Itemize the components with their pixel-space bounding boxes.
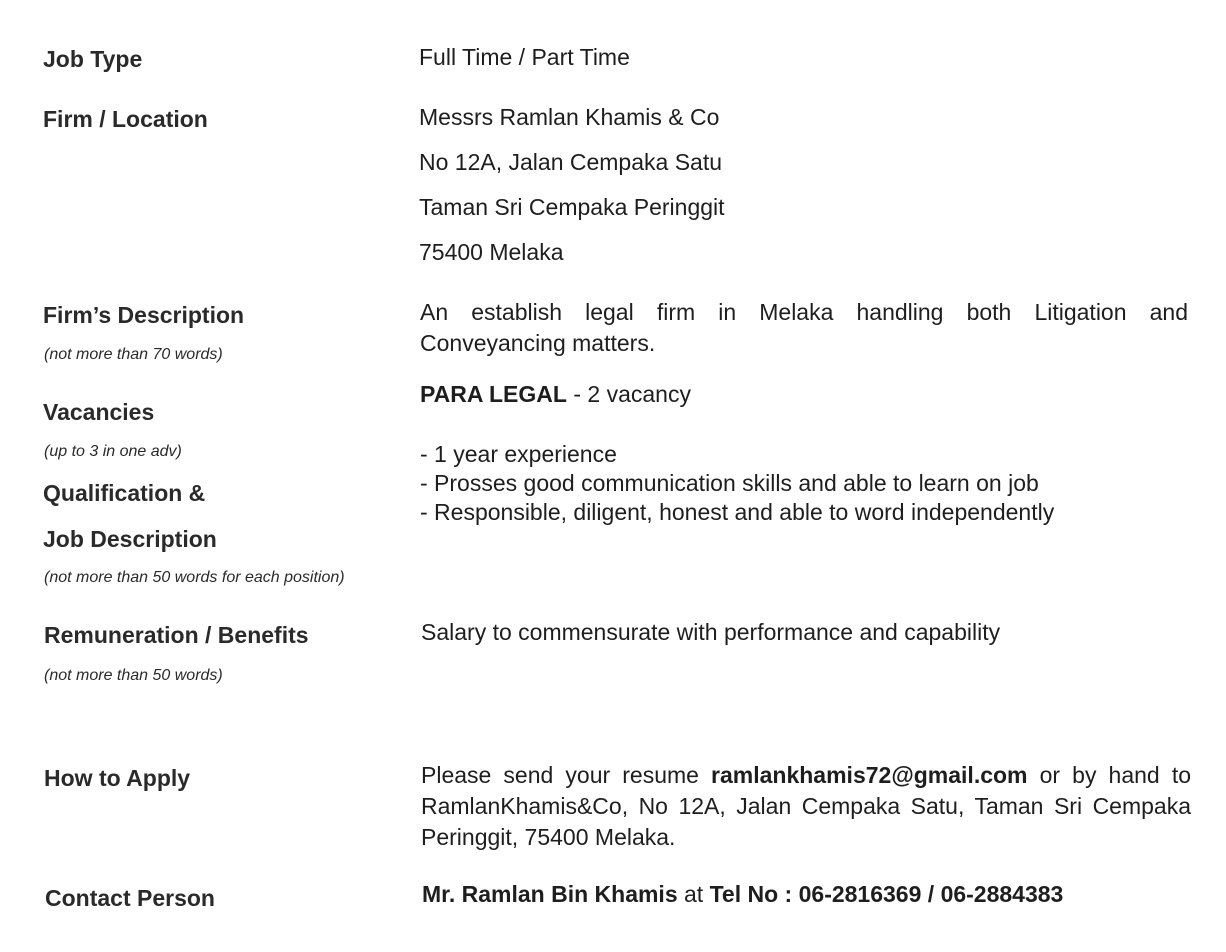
remuneration-value: Salary to commensurate with performance and capability	[421, 619, 1001, 645]
contact-tel-numbers: 06-2816369 / 06-2884383	[798, 881, 1064, 907]
job-description-label: Job Description	[43, 526, 217, 552]
firm-address-line: No 12A, Jalan Cempaka Satu	[419, 149, 723, 175]
firm-description-label: Firm’s Description	[43, 302, 245, 328]
apply-text-after: or by hand to RamlanKhamis&Co, No 12A, Jalan Cempaka Satu, Taman Sri Cempaka Peringgit, 75400 Melaka.	[421, 762, 1191, 850]
how-to-apply-text	[421, 760, 1191, 853]
job-type-value: Full Time / Part Time	[419, 44, 630, 70]
firm-address-line: Taman Sri Cempaka Peringgit	[419, 194, 725, 220]
job-type-label: Job Type	[43, 46, 143, 72]
vacancy-count: - 2 vacancy	[566, 381, 691, 407]
apply-email: ramlankhamis72@gmail.com	[711, 762, 1028, 788]
vacancy-position-title: PARA LEGAL	[420, 381, 567, 407]
firm-address-line: Messrs Ramlan Khamis & Co	[419, 104, 720, 130]
firm-description-note: (not more than 70 words)	[44, 346, 223, 363]
qualification-item: - Responsible, diligent, honest and able to word independently	[420, 499, 1055, 525]
contact-details	[422, 881, 1063, 908]
qualification-label: Qualification &	[43, 480, 206, 506]
firm-location-label: Firm / Location	[43, 106, 208, 132]
firm-description-text: An establish legal firm in Melaka handling both Litigation and Conveyancing matters.	[420, 299, 1188, 356]
qualification-note: (not more than 50 words for each position)	[44, 569, 345, 586]
apply-text-before: Please send your resume	[421, 762, 712, 788]
contact-name: Mr. Ramlan Bin Khamis	[422, 881, 678, 907]
firm-address-line: 75400 Melaka	[419, 239, 564, 265]
how-to-apply-label: How to Apply	[44, 765, 191, 791]
qualification-item: - 1 year experience	[420, 441, 617, 467]
contact-person-label: Contact Person	[45, 885, 215, 911]
qualification-item: - Prosses good communication skills and able to learn on job	[420, 470, 1039, 496]
vacancies-label: Vacancies	[43, 399, 155, 425]
contact-tel-label: Tel No :	[709, 881, 799, 907]
remuneration-label: Remuneration / Benefits	[44, 622, 309, 648]
remuneration-note: (not more than 50 words)	[44, 667, 223, 684]
contact-at: at	[677, 881, 710, 907]
vacancies-note: (up to 3 in one adv)	[44, 443, 182, 460]
vacancy-entry	[420, 381, 691, 408]
